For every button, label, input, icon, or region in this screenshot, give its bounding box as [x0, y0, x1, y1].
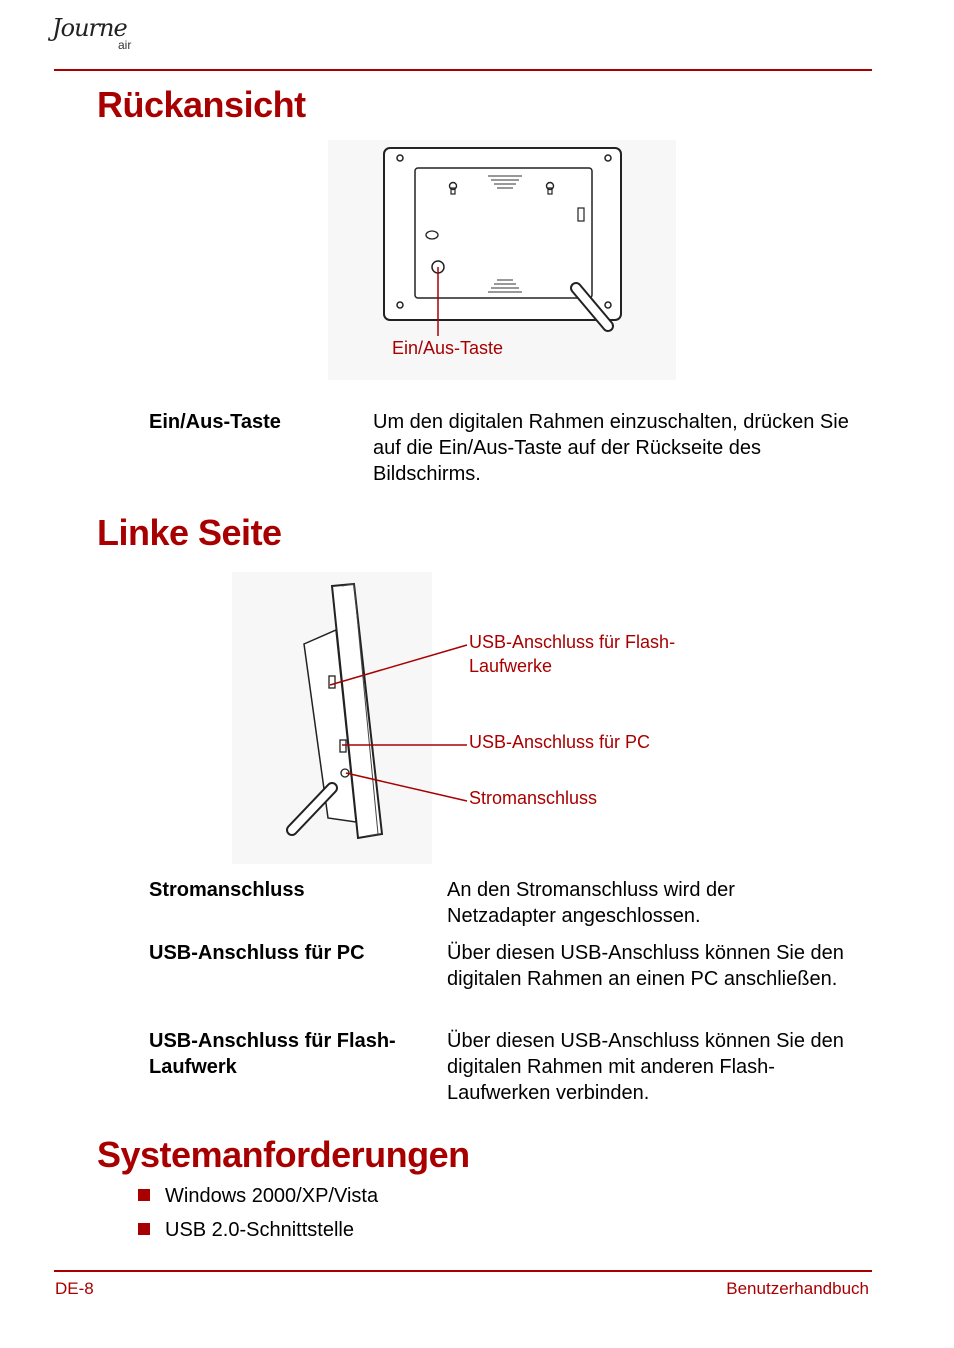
section-heading-systemanforderungen: Systemanforderungen: [97, 1134, 470, 1175]
bullet-square-icon: [138, 1223, 150, 1235]
document-title: Benutzerhandbuch: [726, 1279, 869, 1298]
callout-usb-flash-line1: USB-Anschluss für Flash-: [469, 632, 676, 652]
definition-description: Über diesen USB-Anschluss können Sie den digitalen Rahmen an einen PC anschließen.: [447, 942, 844, 990]
definition-term: Ein/Aus-Taste: [149, 411, 281, 433]
footer-rule: [54, 1270, 872, 1272]
definition-description: Über diesen USB-Anschluss können Sie den digitalen Rahmen mit anderen Flash-Laufwerken verbinden.: [447, 1030, 844, 1104]
list-item: Windows 2000/XP/Vista: [165, 1185, 379, 1207]
callout-power-button: Ein/Aus-Taste: [392, 338, 504, 358]
logo-text: Journe: [52, 14, 127, 42]
definition-description: An den Stromanschluss wird der Netzadapter angeschlossen.: [447, 879, 735, 927]
logo-subtext: air: [118, 38, 132, 52]
page-number: DE-8: [55, 1279, 94, 1298]
definition-term: Stromanschluss: [149, 879, 305, 901]
callout-usb-flash-line2: Laufwerke: [469, 656, 553, 676]
definition-term: USB-Anschluss für Flash-Laufwerk: [149, 1030, 396, 1078]
definition-description: Um den digitalen Rahmen einzuschalten, drücken Sie auf die Ein/Aus-Taste auf der Rückseite des Bildschirms.: [373, 411, 849, 485]
callout-usb-pc: USB-Anschluss für PC: [469, 732, 651, 752]
section-heading-rueckansicht: Rückansicht: [97, 84, 306, 125]
bullet-square-icon: [138, 1189, 150, 1201]
section-heading-linke-seite: Linke Seite: [97, 512, 282, 553]
callout-power: Stromanschluss: [469, 788, 598, 808]
list-item: USB 2.0-Schnittstelle: [165, 1219, 354, 1241]
definition-term: USB-Anschluss für PC: [149, 942, 365, 964]
